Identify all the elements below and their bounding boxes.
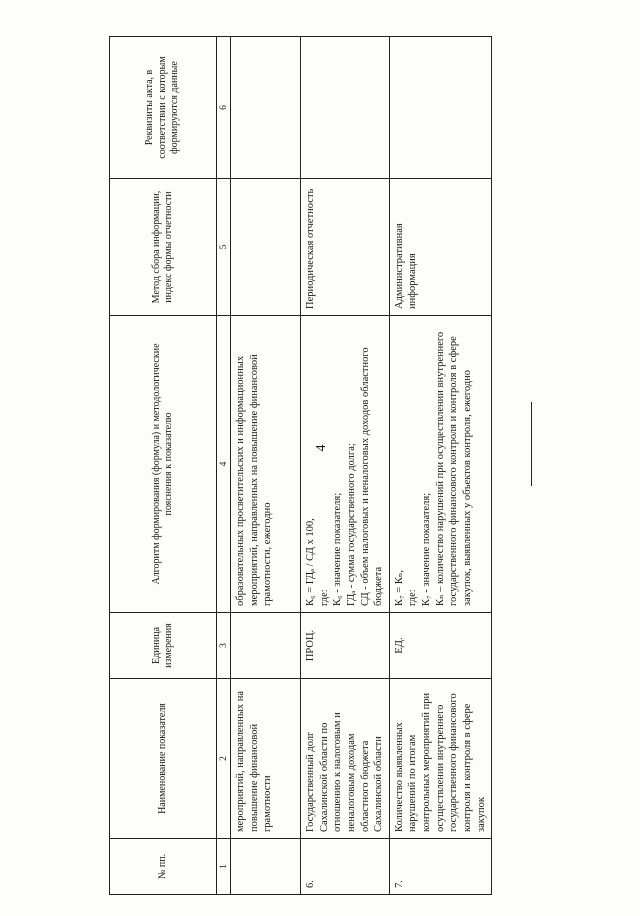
row-num [231, 839, 301, 895]
indicator-table [109, 36, 492, 895]
header-algorithm: Алгоритм формирования (формула) и методологические пояснения к показателю [110, 316, 217, 613]
act-cell [231, 37, 301, 179]
indicator-name: Количество выявленных нарушений по итогам контрольных мероприятий при осуществлении внутреннего государственного финансового контроля и контроля в сфере закупок [389, 679, 491, 839]
column-index: 1 [217, 839, 231, 895]
table-row-continuation [231, 37, 301, 895]
formula-line: ГДₐ - сумма государственного долга; [345, 443, 357, 606]
indicator-name: Государственный долг Сахалинской области по отношению к налоговым и неналоговым доходам областного бюджета Сахалинской области [301, 679, 390, 839]
column-index: 5 [217, 179, 231, 316]
header-unit: Единица измерения [110, 613, 217, 679]
algorithm-cell [301, 316, 390, 613]
method-cell: Периодическая отчетность [301, 179, 390, 316]
column-index: 2 [217, 679, 231, 839]
header-act: Реквизиты акта, в соответствии с которым формируются данные [110, 37, 217, 179]
formula-line: Кₙ – количество нарушений при осуществлении внутреннего государственного финансового контроля и контроля в сфере закупок, выявленных у объектов контроля, ежегодно [434, 329, 474, 606]
unit-cell [231, 613, 301, 679]
page-number: 4 [314, 444, 329, 452]
table-row [301, 37, 390, 895]
formula-line: СД - объем налоговых и неналоговых доходов областного бюджета [359, 344, 385, 606]
formula-line: К₆ - значение показателя; [332, 492, 344, 606]
algorithm-cell [389, 316, 491, 613]
act-cell [389, 37, 491, 179]
column-index-row [217, 37, 231, 895]
column-index: 6 [217, 37, 231, 179]
formula-line: где: [318, 589, 330, 606]
formula-line: К₇ - значение показателя; [421, 492, 433, 606]
algorithm-cell: образовательных просветительских и информационных мероприятий, направленных на повышение финансовой грамотности, ежегодно [231, 316, 301, 613]
header-num: № пп. [110, 839, 217, 895]
rotated-page-content [109, 37, 487, 895]
table-row [389, 37, 491, 895]
unit-cell: ЕД. [389, 613, 491, 679]
row-num: 7. [389, 839, 491, 895]
header-method: Метод сбора информации, индекс формы отчетности [110, 179, 217, 316]
formula-line: К₇ = Кₙ, [393, 569, 405, 606]
header-name: Наименование показателя [110, 679, 217, 839]
table-header-row [110, 37, 217, 895]
scan-rule [531, 402, 532, 486]
act-cell [301, 37, 390, 179]
method-cell [231, 179, 301, 316]
formula-line: К₆ = ГДₐ / СД x 100, [305, 518, 316, 606]
row-num: 6. [301, 839, 390, 895]
column-index: 4 [217, 316, 231, 613]
indicator-name: мероприятий, направленных на повышение финансовой грамотности [231, 679, 301, 839]
method-cell: Административная информация [389, 179, 491, 316]
formula-line: где: [407, 589, 419, 606]
unit-cell: ПРОЦ. [301, 613, 390, 679]
column-index: 3 [217, 613, 231, 679]
